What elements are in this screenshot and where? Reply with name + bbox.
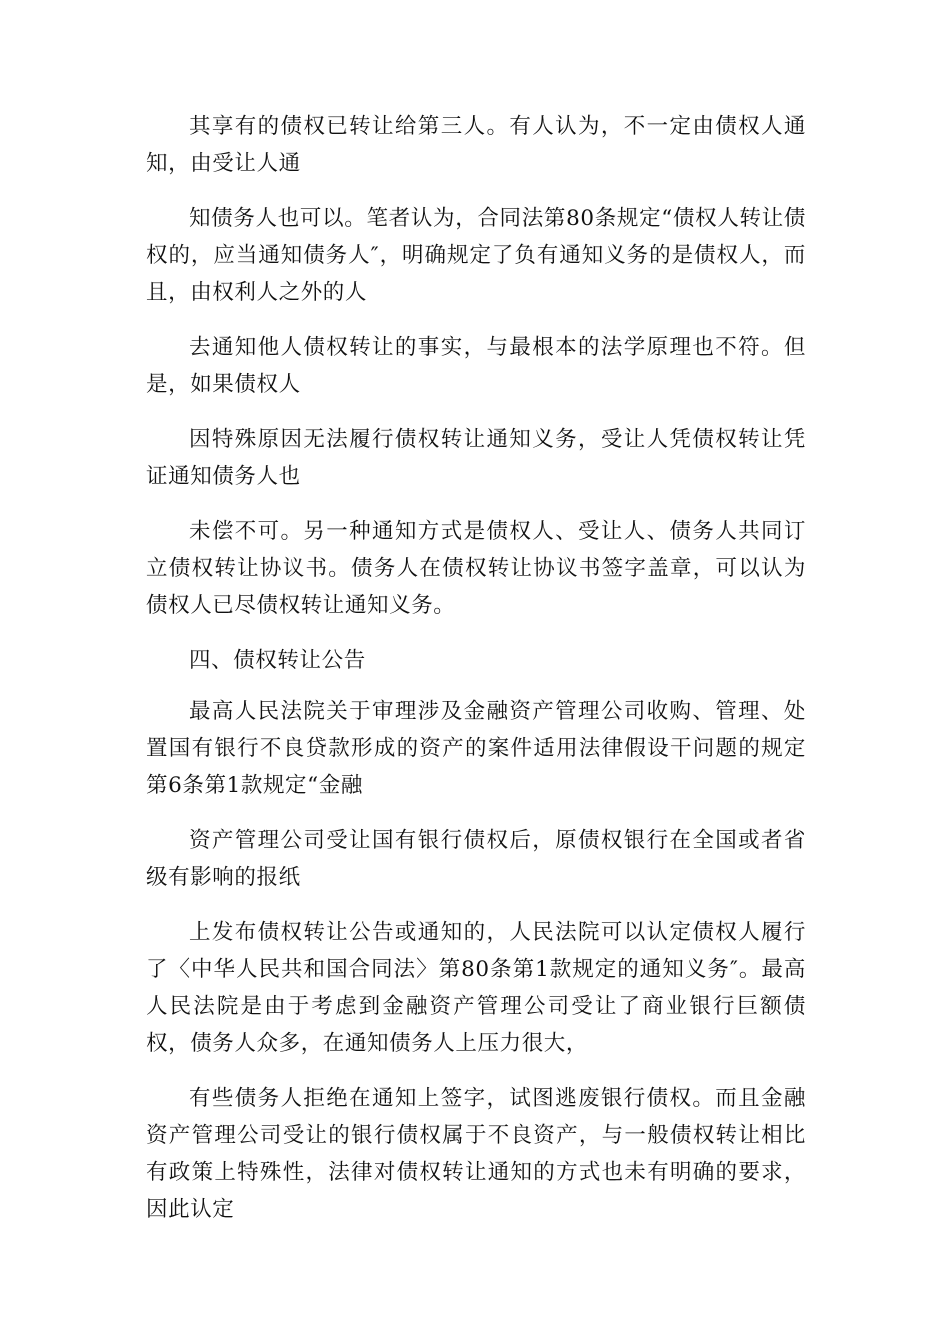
paragraph-7: 最高人民法院关于审理涉及金融资产管理公司收购、管理、处置国有银行不良贷款形成的资产的案件适用法律假设干问题的规定第6条第1款规定“金融	[146, 699, 806, 798]
paragraph-1: 其享有的债权已转让给第三人。有人认为，不一定由债权人通知，由受让人通	[146, 114, 806, 176]
paragraph-4: 因特殊原因无法履行债权转让通知义务，受让人凭债权转让凭证通知债务人也	[146, 427, 806, 489]
paragraph-5: 未偿不可。另一种通知方式是债权人、受让人、债务人共同订立债权转让协议书。债务人在债权转让协议书签字盖章，可以认为债权人已尽债权转让通知义务。	[146, 519, 806, 618]
section-heading: 四、债权转让公告	[189, 648, 366, 673]
paragraph-10: 有些债务人拒绝在通知上签字，试图逃废银行债权。而且金融资产管理公司受让的银行债权属于不良资产，与一般债权转让相比有政策上特殊性，法律对债权转让通知的方式也未有明确的要求，因此认定	[146, 1086, 806, 1222]
paragraph-2: 知债务人也可以。笔者认为，合同法第80条规定“债权人转让债权的，应当通知债务人″，明确规定了负有通知义务的是债权人，而且，由权利人之外的人	[146, 206, 806, 305]
paragraph-8: 资产管理公司受让国有银行债权后，原债权银行在全国或者省级有影响的报纸	[146, 828, 806, 890]
paragraph-3: 去通知他人债权转让的事实，与最根本的法学原理也不符。但是，如果债权人	[146, 335, 806, 397]
document-body	[146, 108, 806, 1246]
paragraph-9: 上发布债权转让公告或通知的，人民法院可以认定债权人履行了〈中华人民共和国合同法〉第80条第1款规定的通知义务″。最高人民法院是由于考虑到金融资产管理公司受让了商业银行巨额债权，债务人众多，在通知债务人上压力很大，	[146, 920, 806, 1056]
